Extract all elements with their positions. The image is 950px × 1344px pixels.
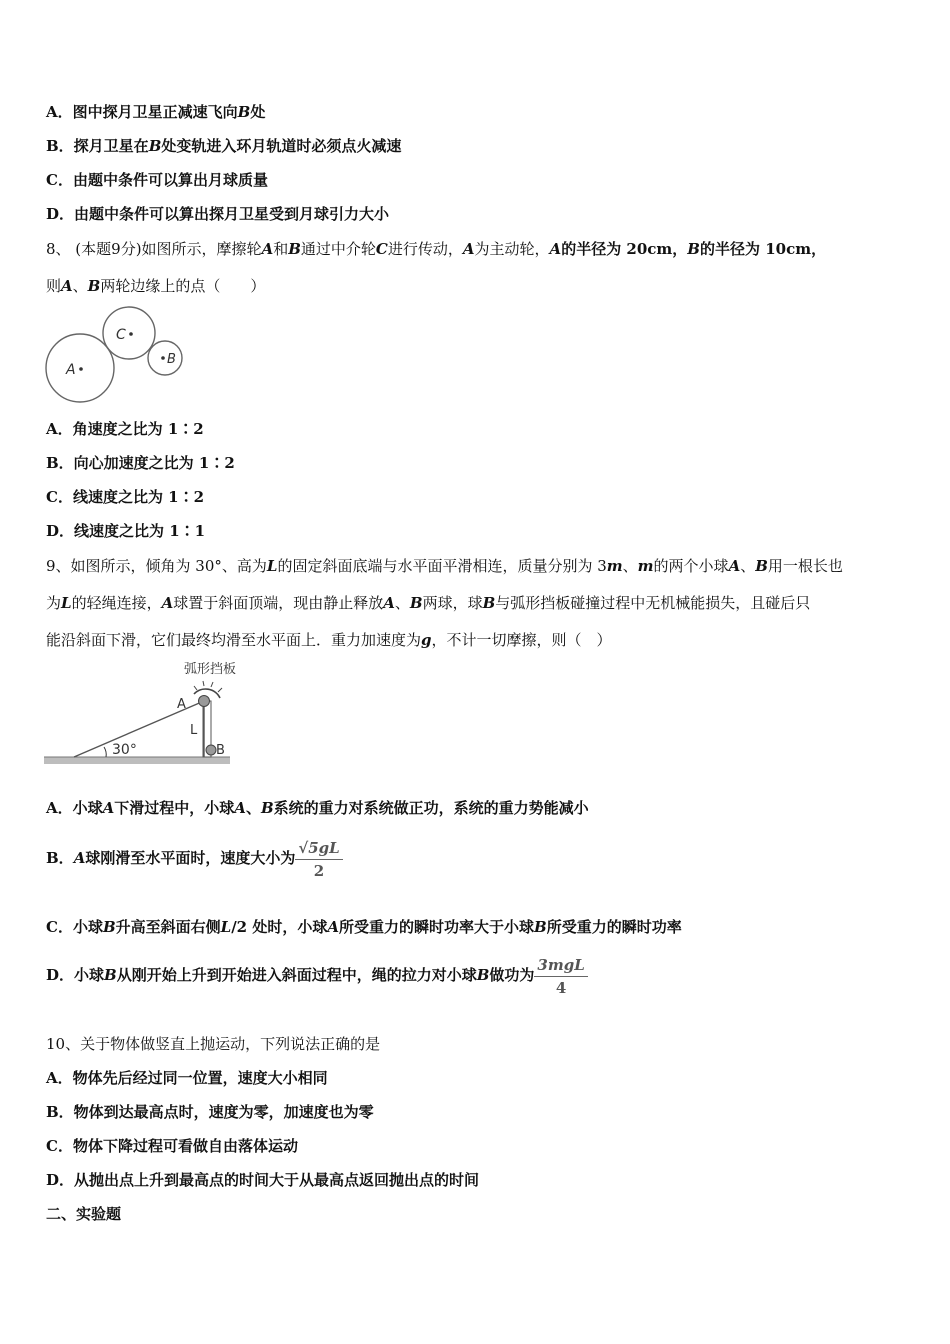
q8-option-c: C．线速度之比为 1∶2: [46, 488, 205, 506]
ground: [44, 757, 230, 764]
q8-stem-line1: 8、 (本题9分)如图所示，摩擦轮A和B通过中介轮C进行传动，A为主动轮，A的半径为 20cm，B的半径为 10cm，: [46, 240, 827, 258]
q9-option-a: A．小球A下滑过程中，小球A、B系统的重力对系统做正功，系统的重力势能减小: [46, 799, 589, 817]
q8-option-d: D．线速度之比为 1∶1: [46, 522, 206, 540]
ball-b-label: B: [216, 743, 225, 758]
q9-incline-figure: [44, 656, 244, 768]
q8-wheels-figure: [44, 306, 190, 406]
section-heading: 二、实验题: [46, 1205, 122, 1223]
q9-option-d: D．小球B从刚开始上升到开始进入斜面过程中，绳的拉力对小球B做功为 $\frac{\text{3mgL}}{4}$: [46, 951, 588, 999]
q8-option-a: A．角速度之比为 1∶2: [46, 420, 204, 438]
q10-option-d: D．从抛出点上升到最高点的时间大于从最高点返回抛出点的时间: [46, 1171, 480, 1189]
wheel-b: [148, 341, 182, 375]
q10-option-c: C．物体下降过程可看做自由落体运动: [46, 1137, 298, 1155]
ball-a-label: A: [177, 697, 186, 712]
angle-label: 30°: [112, 742, 137, 758]
wheel-b-label: B: [167, 352, 176, 367]
rope-length-label: L: [190, 723, 198, 738]
q9-option-c: C．小球B升高至斜面右侧L/2 处时，小球A所受重力的瞬时功率大于小球B所受重力的瞬时功率: [46, 918, 682, 936]
q10-option-b: B．物体到达最高点时，速度为零，加速度也为零: [46, 1103, 374, 1121]
wheel-a-label: A: [66, 362, 76, 378]
q9-stem-line2: 为L的轻绳连接，A球置于斜面顶端，现由静止释放A、B两球，球B与弧形挡板碰撞过程中无机械能损失，且碰后只: [46, 594, 811, 612]
q7-option-c: C．由题中条件可以算出月球质量: [46, 171, 268, 189]
q7-option-d: D．由题中条件可以算出探月卫星受到月球引力大小: [46, 205, 390, 223]
q8-stem-line2: 则A、B两轮边缘上的点（ ）: [46, 277, 266, 295]
velocity-fraction: $\frac{√5gL}{2}$: [295, 837, 342, 882]
baffle-label: 弧形挡板: [184, 662, 237, 677]
q7-option-b: B．探月卫星在B处变轨进入环月轨道时必须点火减速: [46, 137, 402, 155]
q10-option-a: A．物体先后经过同一位置，速度大小相同: [46, 1069, 328, 1087]
q9-stem-line1: 9、如图所示，倾角为 30°、高为L的固定斜面底端与水平面平滑相连，质量分别为 3m、m的两个小球A、B用一根长也: [46, 557, 843, 575]
ball-a: [199, 696, 210, 707]
wheel-c-label: C: [116, 327, 126, 343]
q7-option-a: A．图中探月卫星正减速飞向B处: [46, 103, 266, 121]
q9-stem-line3: 能沿斜面下滑，它们最终均滑至水平面上．重力加速度为g，不计一切摩擦，则（ ）: [46, 631, 612, 649]
q8-option-b: B．向心加速度之比为 1∶2: [46, 454, 235, 472]
wheel-c: [103, 307, 155, 359]
work-fraction: $\frac{\text{3mgL}}{4}$: [534, 954, 587, 999]
ball-b: [206, 745, 216, 755]
q10-stem: 10、关于物体做竖直上抛运动，下列说法正确的是: [46, 1035, 381, 1053]
q9-option-b: B．A球刚滑至水平面时，速度大小为 $\frac{√5gL}{2}$: [46, 834, 343, 882]
